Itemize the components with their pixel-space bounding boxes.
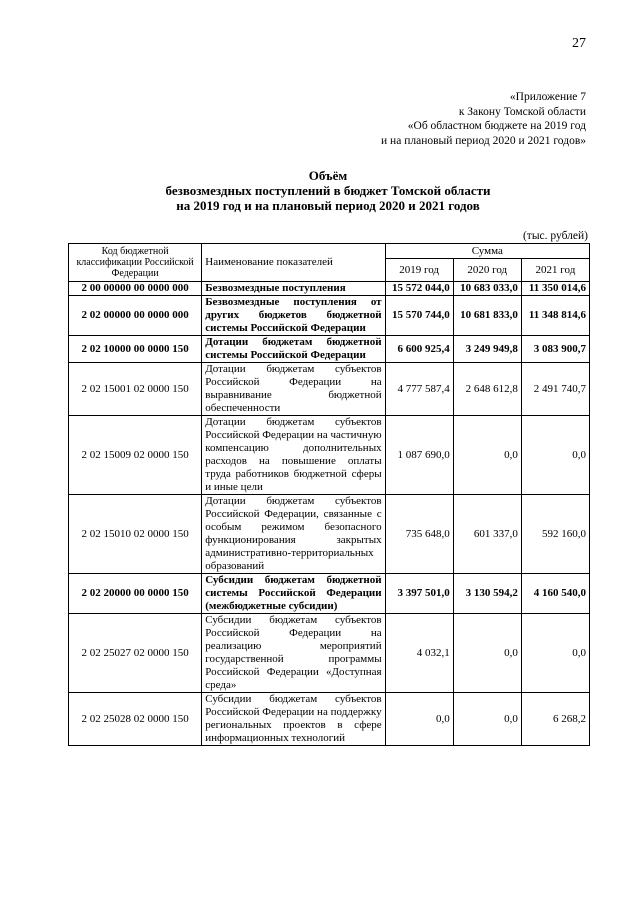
row-value-2021: 3 083 900,7 xyxy=(521,336,589,363)
row-value-2020: 3 249 949,8 xyxy=(453,336,521,363)
row-name: Субсидии бюджетам бюджетной системы Российской Федерации (межбюджетные субсидии) xyxy=(202,574,385,614)
row-value-2020: 10 683 033,0 xyxy=(453,282,521,296)
row-value-2019: 0,0 xyxy=(385,693,453,746)
table-row xyxy=(69,363,590,416)
units-label: (тыс. рублей) xyxy=(522,230,588,242)
appendix-line: и на плановый период 2020 и 2021 годов» xyxy=(381,134,586,147)
appendix-line: «Об областном бюджете на 2019 год xyxy=(407,120,586,132)
table-row xyxy=(69,416,590,495)
row-code: 2 02 15001 02 0000 150 xyxy=(69,363,202,416)
row-code: 2 02 15010 02 0000 150 xyxy=(69,495,202,574)
row-name: Дотации бюджетам субъектов Российской Федерации на частичную компенсацию дополнительных расходов на повышение оплаты труда работников бюджетной сферы и иные цели xyxy=(202,416,385,495)
header-year-2019: 2019 год xyxy=(385,259,453,282)
row-value-2021: 0,0 xyxy=(521,614,589,693)
row-value-2021: 4 160 540,0 xyxy=(521,574,589,614)
row-value-2020: 0,0 xyxy=(453,693,521,746)
table-row xyxy=(69,336,590,363)
row-name: Безвозмездные поступления xyxy=(202,282,385,296)
row-value-2019: 15 572 044,0 xyxy=(385,282,453,296)
row-value-2019: 15 570 744,0 xyxy=(385,296,453,336)
page-number: 27 xyxy=(572,36,586,51)
row-value-2021: 0,0 xyxy=(521,416,589,495)
row-value-2019: 1 087 690,0 xyxy=(385,416,453,495)
row-code: 2 02 10000 00 0000 150 xyxy=(69,336,202,363)
row-value-2020: 3 130 594,2 xyxy=(453,574,521,614)
row-value-2021: 11 348 814,6 xyxy=(521,296,589,336)
row-code: 2 02 15009 02 0000 150 xyxy=(69,416,202,495)
row-value-2019: 6 600 925,4 xyxy=(385,336,453,363)
appendix-line: «Приложение 7 xyxy=(509,91,586,103)
title-line: Объём xyxy=(308,168,348,183)
row-value-2021: 2 491 740,7 xyxy=(521,363,589,416)
row-value-2021: 592 160,0 xyxy=(521,495,589,574)
document-title xyxy=(68,168,588,213)
header-year-2020: 2020 год xyxy=(453,259,521,282)
appendix-header xyxy=(381,90,586,148)
row-value-2019: 4 777 587,4 xyxy=(385,363,453,416)
row-value-2020: 601 337,0 xyxy=(453,495,521,574)
header-sum: Сумма xyxy=(385,244,589,259)
row-code: 2 02 25027 02 0000 150 xyxy=(69,614,202,693)
row-value-2021: 6 268,2 xyxy=(521,693,589,746)
row-name: Дотации бюджетам субъектов Российской Федерации на выравнивание бюджетной обеспеченности xyxy=(202,363,385,416)
header-year-2021: 2021 год xyxy=(521,259,589,282)
row-value-2020: 0,0 xyxy=(453,416,521,495)
table-row xyxy=(69,693,590,746)
row-name: Дотации бюджетам субъектов Российской Федерации, связанные с особым режимом безопасного функционирования закрытых административно-территориальных образований xyxy=(202,495,385,574)
appendix-line: к Закону Томской области xyxy=(458,105,586,118)
title-line: безвозмездных поступлений в бюджет Томской области xyxy=(165,183,491,198)
row-value-2020: 2 648 612,8 xyxy=(453,363,521,416)
row-code: 2 02 00000 00 0000 000 xyxy=(69,296,202,336)
row-value-2019: 4 032,1 xyxy=(385,614,453,693)
row-value-2019: 735 648,0 xyxy=(385,495,453,574)
table-row xyxy=(69,495,590,574)
title-line: на 2019 год и на плановый период 2020 и 2021 годов xyxy=(176,198,480,213)
header-name: Наименование показателей xyxy=(202,244,385,282)
row-name: Субсидии бюджетам субъектов Российской Федерации на реализацию мероприятий государственной программы Российской Федерации «Доступная среда» xyxy=(202,614,385,693)
row-name: Субсидии бюджетам субъектов Российской Федерации на поддержку региональных проектов в сфере информационных технологий xyxy=(202,693,385,746)
row-code: 2 00 00000 00 0000 000 xyxy=(69,282,202,296)
row-value-2020: 10 681 833,0 xyxy=(453,296,521,336)
table-row xyxy=(69,296,590,336)
row-value-2021: 11 350 014,6 xyxy=(521,282,589,296)
revenue-table xyxy=(68,243,590,746)
table-row xyxy=(69,574,590,614)
row-name: Безвозмездные поступления от других бюджетов бюджетной системы Российской Федерации xyxy=(202,296,385,336)
row-code: 2 02 25028 02 0000 150 xyxy=(69,693,202,746)
row-name: Дотации бюджетам бюджетной системы Российской Федерации xyxy=(202,336,385,363)
table-row xyxy=(69,614,590,693)
row-value-2019: 3 397 501,0 xyxy=(385,574,453,614)
header-code: Код бюджетной классификации Российской Федерации xyxy=(69,244,202,282)
table-row xyxy=(69,282,590,296)
row-code: 2 02 20000 00 0000 150 xyxy=(69,574,202,614)
row-value-2020: 0,0 xyxy=(453,614,521,693)
